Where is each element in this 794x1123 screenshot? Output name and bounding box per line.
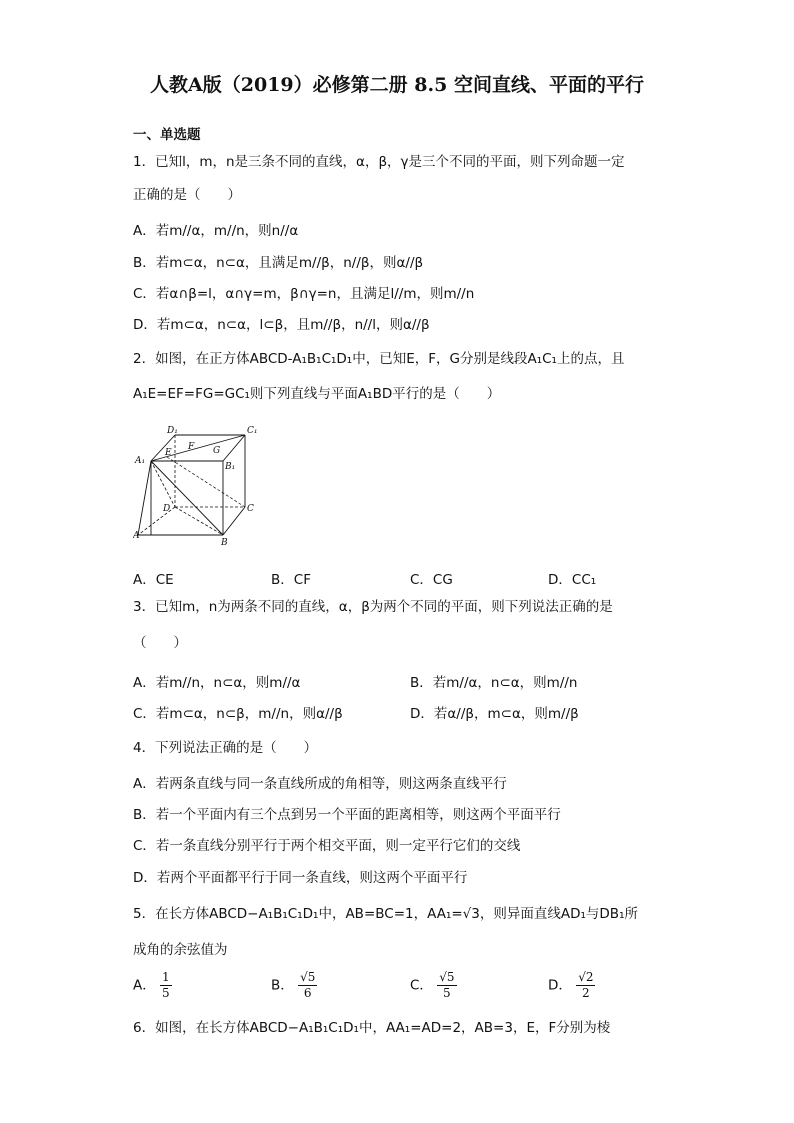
q3-option-a: A．若m//n，n⊂α，则m//α	[133, 675, 301, 691]
q5-option-d-label: D．	[548, 977, 572, 994]
page-title: 人教A版（2019）必修第二册 8.5 空间直线、平面的平行	[150, 74, 644, 96]
q2-stem-line2: A₁E=EF=FG=GC₁则下列直线与平面A₁BD平行的是（ ）	[133, 386, 501, 402]
q1-option-a: A．若m//α，m//n，则n//α	[133, 223, 299, 239]
q3-option-d: D．若α//β，m⊂α，则m//β	[410, 706, 579, 722]
q5-option-c	[410, 970, 457, 1001]
line-db	[175, 507, 223, 535]
label-b: B	[221, 538, 228, 548]
q5-stem-line1: 5．在长方体ABCD−A₁B₁C₁D₁中，AB=BC=1，AA₁=√3，则异面直线AD₁与DB₁所	[133, 906, 638, 922]
label-b1: B₁	[225, 462, 236, 472]
label-d: D	[163, 504, 171, 514]
q2-option-a: A．CE	[133, 572, 174, 588]
q3-option-b: B．若m//α，n⊂α，则m//n	[410, 675, 578, 691]
q3-stem-line1: 3．已知m，n为两条不同的直线，α，β为两个不同的平面，则下列说法正确的是	[133, 599, 613, 615]
q4-option-b: B．若一个平面内有三个点到另一个平面的距离相等，则这两个平面平行	[133, 807, 561, 823]
q5-option-b-fraction: $\frac{√5}{6}$	[300, 970, 316, 1000]
edge-bc	[223, 507, 245, 535]
q5-option-a-fraction: $\frac{1}{5}$	[162, 970, 170, 1000]
q3-option-c: C．若m⊂α，n⊂β，m//n，则α//β	[133, 706, 343, 722]
q5-option-d-fraction: $\frac{√2}{2}$	[578, 970, 594, 1000]
q2-stem-line1: 2．如图，在正方体ABCD-A₁B₁C₁D₁中，已知E，F，G分别是线段A₁C₁上的点，且	[133, 351, 625, 367]
edge-a1a-front	[138, 461, 151, 535]
q4-option-a: A．若两条直线与同一条直线所成的角相等，则这两条直线平行	[133, 776, 507, 792]
label-c1: C₁	[247, 426, 258, 436]
q5-option-a	[133, 970, 172, 1001]
label-d1: D₁	[167, 426, 178, 436]
line-a1b	[151, 461, 223, 535]
q1-stem-line2: 正确的是（ ）	[133, 187, 241, 203]
edge-b1c1	[223, 435, 245, 461]
label-c: C	[247, 504, 254, 514]
label-e: E	[165, 448, 172, 458]
cube-figure	[133, 425, 263, 550]
label-g: G	[213, 446, 221, 456]
q4-option-d: D．若两个平面都平行于同一条直线，则这两个平面平行	[133, 870, 468, 886]
q5-option-c-fraction: $\frac{√5}{5}$	[439, 970, 455, 1000]
q1-option-b: B．若m⊂α，n⊂α，且满足m//β，n//β，则α//β	[133, 255, 424, 271]
line-a1d	[151, 461, 175, 507]
label-a: A	[133, 531, 140, 541]
q2-option-b: B．CF	[271, 572, 311, 588]
q6-stem-line1: 6．如图，在长方体ABCD−A₁B₁C₁D₁中，AA₁=AD=2，AB=3，E，F分别为棱	[133, 1020, 611, 1036]
q5-stem-line2: 成角的余弦值为	[133, 942, 228, 958]
q4-option-c: C．若一条直线分别平行于两个相交平面，则一定平行它们的交线	[133, 838, 521, 854]
q5-option-b-label: B．	[271, 977, 294, 994]
q1-stem-line1: 1．已知l，m，n是三条不同的直线，α，β，γ是三个不同的平面，则下列命题一定	[133, 154, 625, 170]
label-a1: A₁	[135, 456, 146, 466]
section-heading: 一、单选题	[133, 127, 201, 143]
q4-stem: 4．下列说法正确的是（ ）	[133, 740, 318, 756]
q5-option-c-label: C．	[410, 977, 433, 994]
q5-option-a-label: A．	[133, 977, 156, 994]
q3-stem-line2: （ ）	[133, 635, 187, 651]
q5-option-b	[271, 970, 317, 1001]
label-f: F	[188, 442, 195, 452]
q1-option-d: D．若m⊂α，n⊂α，l⊂β，且m//β，n//l，则α//β	[133, 317, 430, 333]
q5-option-d	[548, 970, 595, 1001]
q2-option-d: D．CC₁	[548, 572, 597, 588]
q1-option-c: C．若α∩β=l，α∩γ=m，β∩γ=n，且满足l//m，则m//n	[133, 286, 475, 302]
q2-option-c: C．CG	[410, 572, 453, 588]
